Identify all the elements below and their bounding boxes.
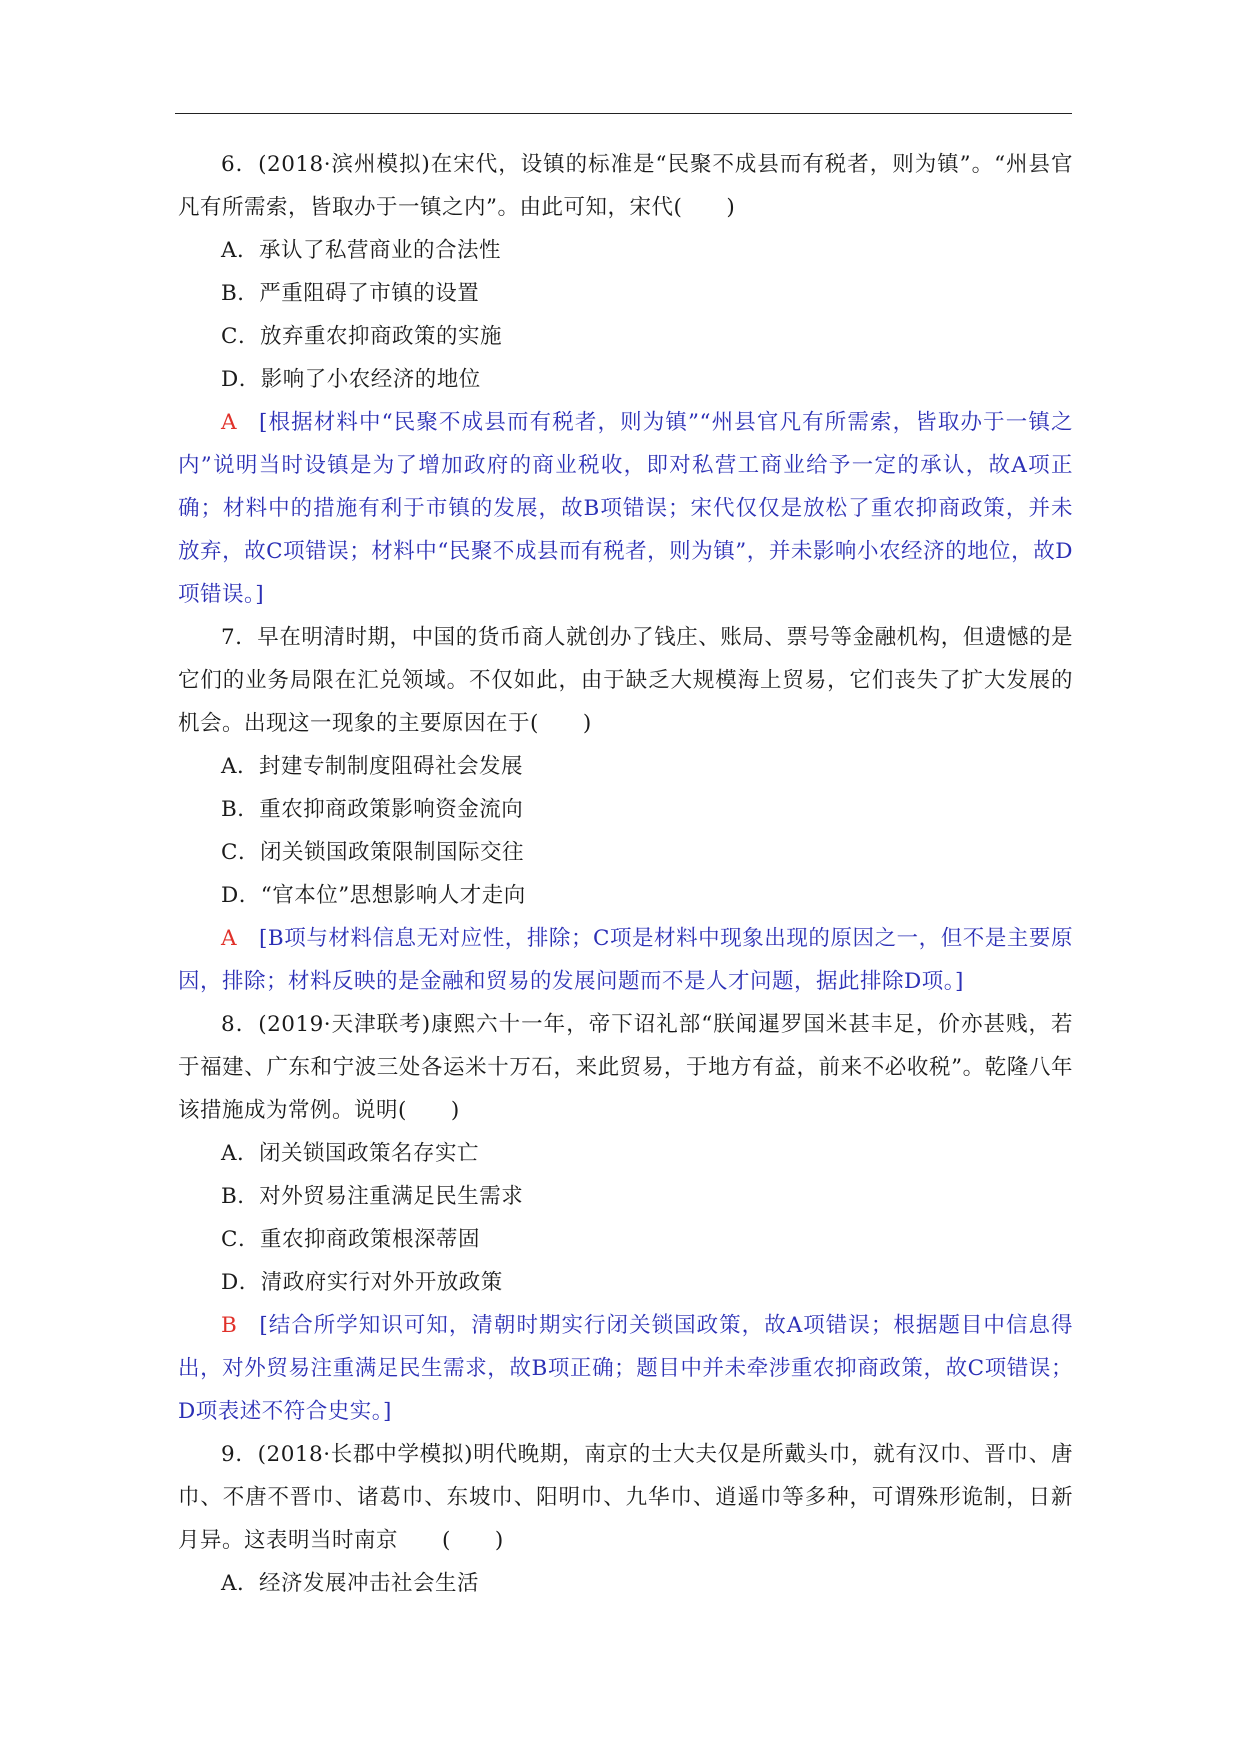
- question-7-option-b: B．重农抑商政策影响资金流向: [221, 797, 524, 822]
- question-6-option-b: B．严重阻碍了市镇的设置: [221, 281, 480, 306]
- question-7-stem: 7．早在明清时期，中国的货币商人就创办了钱庄、账局、票号等金融机构，但遗憾的是它们的业务局限在汇兑领域。不仅如此，由于缺乏大规模海上贸易，它们丧失了扩大发展的机会。出现这一现象的主要原因在于( ): [178, 625, 1073, 736]
- question-8-answer: [178, 1304, 1073, 1433]
- question-8-answer-letter: B: [221, 1313, 238, 1338]
- question-7-explanation: [B项与材料信息无对应性，排除；C项是材料中现象出现的原因之一，但不是主要原因，排除；材料反映的是金融和贸易的发展问题而不是人才问题，据此排除D项。]: [178, 926, 1073, 994]
- question-7-answer: [178, 917, 1073, 1003]
- question-7-option-c: C．闭关锁国政策限制国际交往: [221, 840, 524, 865]
- question-8-option-c: C．重农抑商政策根深蒂固: [221, 1227, 480, 1252]
- question-8-explanation: [结合所学知识可知，清朝时期实行闭关锁国政策，故A项错误；根据题目中信息得出，对外贸易注重满足民生需求，故B项正确；题目中并未牵涉重农抑商政策，故C项错误；D项表述不符合史实。]: [178, 1313, 1073, 1424]
- question-8-option-d: D．清政府实行对外开放政策: [221, 1270, 503, 1295]
- question-6-answer-letter: A: [221, 410, 238, 435]
- question-8-option-a: A．闭关锁国政策名存实亡: [221, 1141, 480, 1166]
- question-list: [178, 143, 1073, 1605]
- question-6-stem: 6．(2018·滨州模拟)在宋代，设镇的标准是“民聚不成县而有税者，则为镇”。“州县官凡有所需索，皆取办于一镇之内”。由此可知，宋代( ): [178, 152, 1073, 220]
- question-6-explanation: [根据材料中“民聚不成县而有税者，则为镇”“州县官凡有所需索，皆取办于一镇之内”说明当时设镇是为了增加政府的商业税收，即对私营工商业给予一定的承认，故A项正确；材料中的措施有利于市镇的发展，故B项错误；宋代仅仅是放松了重农抑商政策，并未放弃，故C项错误；材料中“民聚不成县而有税者，则为镇”，并未影响小农经济的地位，故D项错误。]: [178, 410, 1073, 607]
- question-9-option-a: A．经济发展冲击社会生活: [221, 1571, 480, 1596]
- question-6-option-a: A．承认了私营商业的合法性: [221, 238, 502, 263]
- question-7-option-a: A．封建专制制度阻碍社会发展: [221, 754, 524, 779]
- question-8-stem: 8．(2019·天津联考)康熙六十一年，帝下诏礼部“朕闻暹罗国米甚丰足，价亦甚贱，若于福建、广东和宁波三处各运米十万石，来此贸易，于地方有益，前来不必收税”。乾隆八年该措施成为常例。说明( ): [178, 1012, 1073, 1123]
- question-9-stem: 9．(2018·长郡中学模拟)明代晚期，南京的士大夫仅是所戴头巾，就有汉巾、晋巾、唐巾、不唐不晋巾、诸葛巾、东坡巾、阳明巾、九华巾、逍遥巾等多种，可谓殊形诡制，日新月异。这表明当时南京 ( ): [178, 1442, 1073, 1553]
- header-rule: [175, 113, 1072, 114]
- question-6-option-c: C．放弃重农抑商政策的实施: [221, 324, 502, 349]
- question-7-answer-letter: A: [221, 926, 238, 951]
- question-8-option-b: B．对外贸易注重满足民生需求: [221, 1184, 524, 1209]
- question-6-option-d: D．影响了小农经济的地位: [221, 367, 481, 392]
- question-6-answer: [178, 401, 1073, 616]
- question-7-option-d: D．“官本位”思想影响人才走向: [221, 883, 526, 908]
